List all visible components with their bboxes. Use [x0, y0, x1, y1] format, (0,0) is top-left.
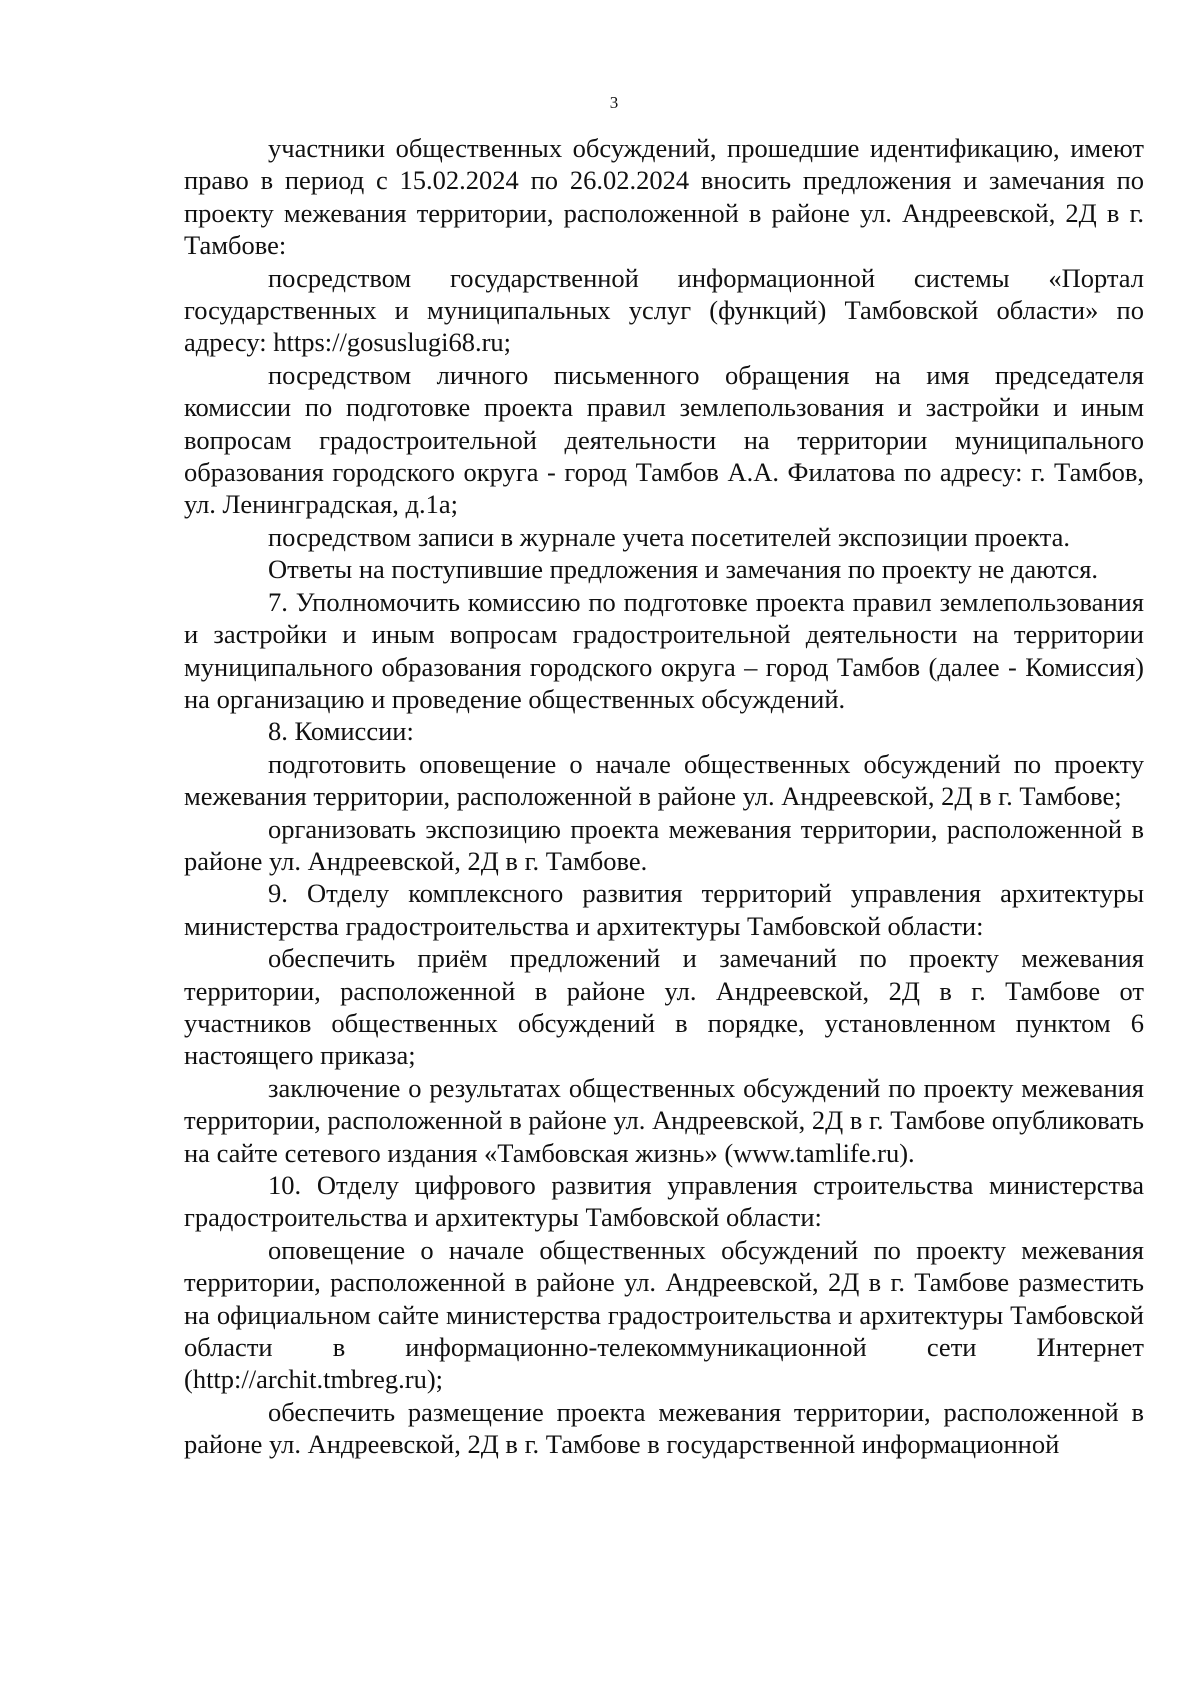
paragraph-publish-conclusion: заключение о результатах общественных обсуждений по проекту межевания территории, расположенной в районе ул. Андреевской, 2Д в г. Тамбове опубликовать на сайте сетевого издания «Тамбовская жизнь» (www.tamlife.ru).: [184, 1072, 1144, 1168]
paragraph-ensure-placement: обеспечить размещение проекта межевания территории, расположенной в районе ул. Андреевской, 2Д в г. Тамбове в государственной информационной: [184, 1396, 1144, 1460]
document-body: [184, 132, 1144, 1461]
paragraph-post-notice: оповещение о начале общественных обсуждений по проекту межевания территории, расположенной в районе ул. Андреевской, 2Д в г. Тамбове разместить на официальном сайте министерства градостроительства и архитектуры Тамбовской области в информационно-телекоммуникационной сети Интернет (http://archit.tmbreg.ru);: [184, 1234, 1144, 1395]
paragraph-item-7: 7. Уполномочить комиссию по подготовке проекта правил землепользования и застройки и иным вопросам градостроительной деятельности на территории муниципального образования городского округа – город Тамбов (далее - Комиссия) на организацию и проведение общественных обсуждений.: [184, 586, 1144, 714]
paragraph-prepare-notice: подготовить оповещение о начале общественных обсуждений по проекту межевания территории, расположенной в районе ул. Андреевской, 2Д в г. Тамбове;: [184, 748, 1144, 812]
paragraph-via-written-appeal: посредством личного письменного обращения на имя председателя комиссии по подготовке проекта правил землепользования и застройки и иным вопросам градостроительной деятельности на территории муниципального образования городского округа - город Тамбов А.А. Филатова по адресу: г. Тамбов, ул. Ленинградская, д.1а;: [184, 359, 1144, 520]
paragraph-item-8: 8. Комиссии:: [268, 716, 414, 747]
paragraph-item-10: 10. Отделу цифрового развития управления строительства министерства градостроительства и архитектуры Тамбовской области:: [184, 1170, 1144, 1233]
paragraph-participants-rights: участники общественных обсуждений, прошедшие идентификацию, имеют право в период с 15.02.2024 по 26.02.2024 вносить предложения и замечания по проекту межевания территории, расположенной в районе ул. Андреевской, 2Д в г. Тамбове:: [184, 133, 1144, 261]
paragraph-organize-exposition: организовать экспозицию проекта межевания территории, расположенной в районе ул. Андреевской, 2Д в г. Тамбове.: [184, 813, 1144, 876]
paragraph-item-9: 9. Отделу комплексного развития территорий управления архитектуры министерства градостроительства и архитектуры Тамбовской области:: [184, 878, 1144, 941]
page-number: 3: [609, 93, 619, 112]
paragraph-via-visitor-journal: посредством записи в журнале учета посетителей экспозиции проекта.: [268, 521, 1071, 552]
paragraph-no-answers: Ответы на поступившие предложения и замечания по проекту не даются.: [268, 554, 1099, 585]
paragraph-via-gosuslugi-portal: посредством государственной информационной системы «Портал государственных и муниципальных услуг (функций) Тамбовской области» по адресу: https://gosuslugi68.ru;: [184, 262, 1144, 358]
paragraph-ensure-reception: обеспечить приём предложений и замечаний по проекту межевания территории, расположенной в районе ул. Андреевской, 2Д в г. Тамбове от участников общественных обсуждений в порядке, установленном пунктом 6 настоящего приказа;: [184, 943, 1144, 1071]
